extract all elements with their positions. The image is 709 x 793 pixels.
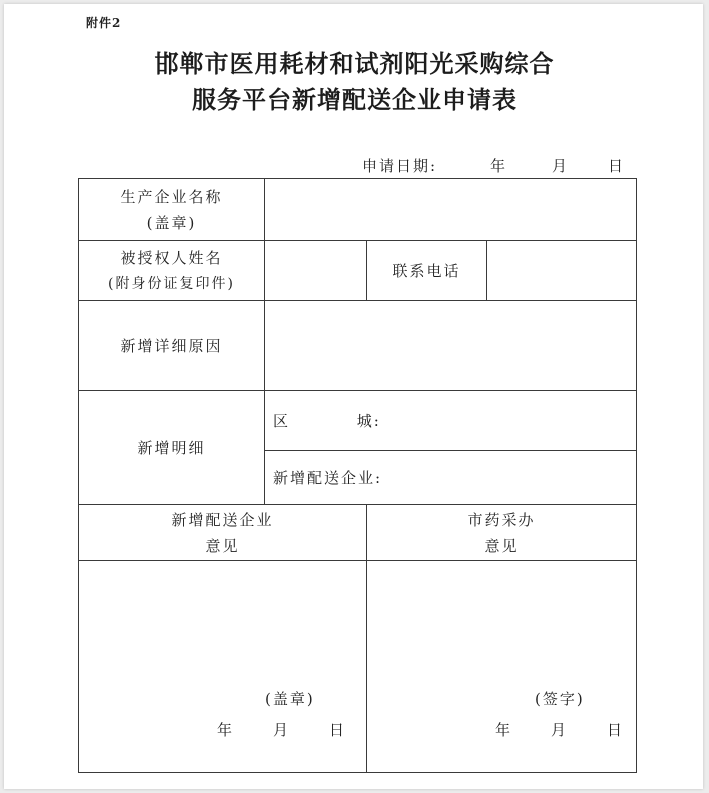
bureau-opinion-line2: 意见 (484, 536, 519, 555)
details-label: 新增明细 (79, 391, 265, 505)
attachment-label: 附件2 (86, 16, 122, 30)
title-line-2: 服务平台新增配送企业申请表 (192, 85, 517, 114)
application-form-table (78, 178, 637, 773)
right-date-day: 日 (607, 721, 625, 739)
bureau-opinion-header (367, 505, 637, 561)
distributor-label: 新增配送企业: (273, 469, 383, 487)
title-line-1: 邯郸市医用耗材和试剂阳光采购综合 (154, 49, 555, 78)
authorized-label-cell (79, 241, 265, 301)
left-date-month: 月 (273, 721, 291, 739)
region-label: 区 城: (273, 412, 381, 430)
bureau-signature-area (367, 561, 636, 771)
date-label: 申请日期: (362, 157, 438, 175)
date-day: 日 (608, 157, 626, 175)
contact-phone-label: 联系电话 (367, 241, 487, 301)
reason-value-cell[interactable] (265, 301, 637, 391)
distributor-signature-area (79, 561, 366, 771)
distributor-field[interactable] (265, 451, 637, 505)
right-date-year: 年 (495, 721, 513, 739)
region-field[interactable] (265, 391, 637, 451)
authorized-value-cell[interactable] (265, 241, 367, 301)
right-sign-label: (签字) (535, 690, 585, 708)
manufacturer-value-cell[interactable] (265, 179, 637, 241)
left-date-year: 年 (217, 721, 235, 739)
distributor-opinion-header (79, 505, 367, 561)
distributor-opinion-cell[interactable] (79, 561, 367, 773)
bureau-opinion-line1: 市药采办 (467, 510, 536, 529)
bureau-opinion-cell[interactable] (367, 561, 637, 773)
authorized-note-label: (附身份证复印件) (108, 275, 235, 292)
left-seal-label: (盖章) (265, 690, 315, 708)
manufacturer-name-label: 生产企业名称 (120, 187, 223, 206)
contact-phone-value-cell[interactable] (487, 241, 637, 301)
manufacturer-seal-label: (盖章) (146, 213, 197, 232)
manufacturer-label-cell (79, 179, 265, 241)
authorized-person-label: 被授权人姓名 (120, 248, 223, 267)
date-year: 年 (490, 157, 508, 175)
distributor-opinion-line2: 意见 (205, 536, 240, 555)
right-date-month: 月 (551, 721, 569, 739)
distributor-opinion-line1: 新增配送企业 (171, 510, 274, 529)
date-month: 月 (552, 157, 570, 175)
left-date-day: 日 (329, 721, 347, 739)
reason-label: 新增详细原因 (79, 301, 265, 391)
